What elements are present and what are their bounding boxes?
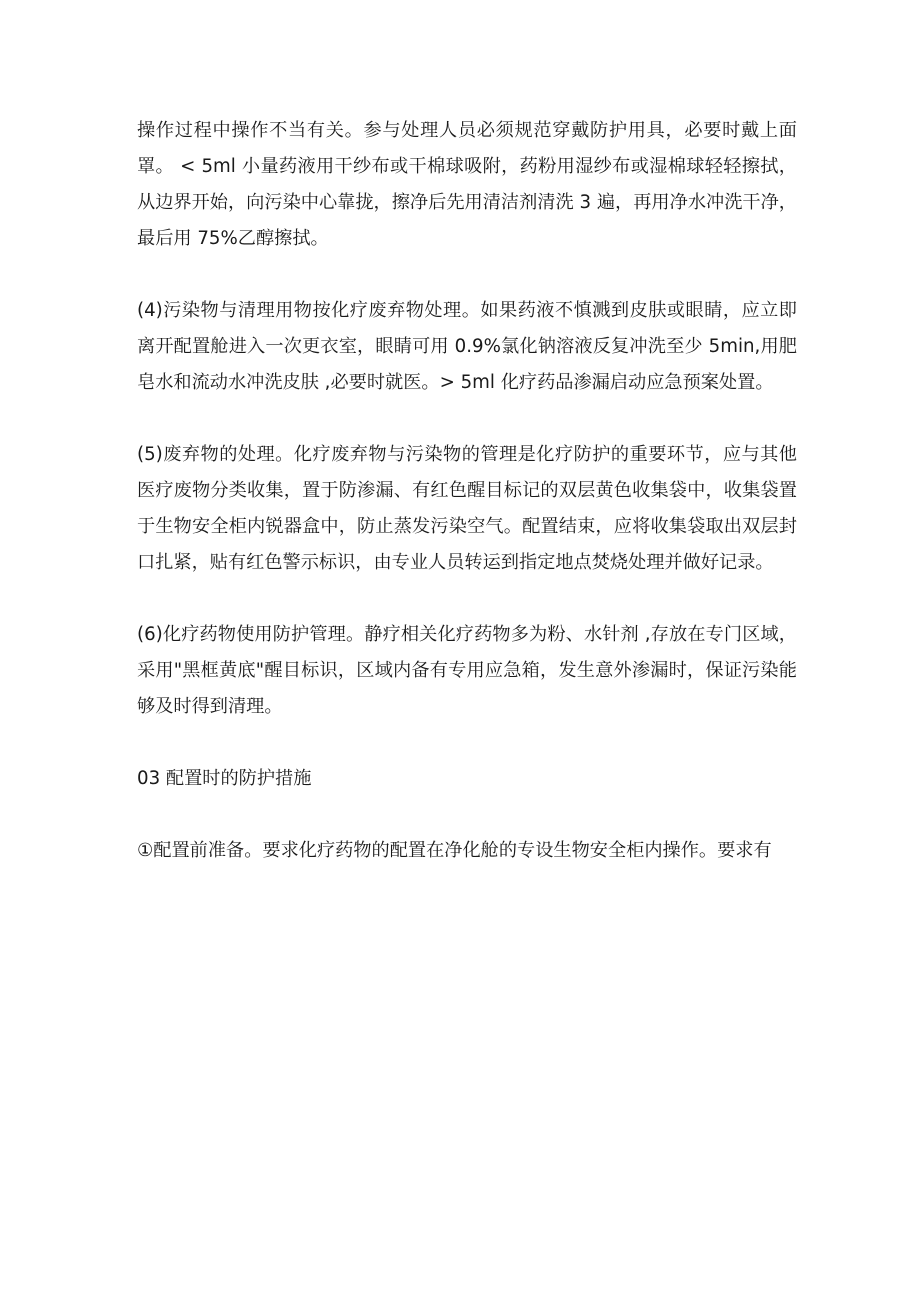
section-heading: 03 配置时的防护措施 — [137, 768, 312, 789]
paragraph-usage-protection: (6)化疗药物使用防护管理。静疗相关化疗药物多为粉、水针剂 ,存放在专门区域，采用"黑框黄底"醒目标识，区域内备有专用应急箱，发生意外渗漏时，保证污染能够及时得到清理。 — [137, 624, 797, 717]
document-body — [137, 113, 797, 905]
paragraph-waste-handling: (5)废弃物的处理。化疗废弃物与污染物的管理是化疗防护的重要环节，应与其他医疗废物分类收集，置于防渗漏、有红色醒目标记的双层黄色收集袋中，收集袋置于生物安全柜内锐器盒中，防止蒸发污染空气。配置结束，应将收集袋取出双层封口扎紧，贴有红色警示标识，由专业人员转运到指定地点焚烧处理并做好记录。 — [137, 444, 797, 573]
paragraph-contaminant-disposal: (4)污染物与清理用物按化疗废弃物处理。如果药液不慎溅到皮肤或眼睛，应立即离开配置舱进入一次更衣室，眼睛可用 0.9%氯化钠溶液反复冲洗至少 5min,用肥皂水和流动水冲洗皮肤 ,必要时就医。> 5ml 化疗药品渗漏启动应急预案处置。 — [137, 300, 797, 393]
paragraph-spill-handling: 操作过程中操作不当有关。参与处理人员必须规范穿戴防护用具，必要时戴上面罩。 < 5ml 小量药液用干纱布或干棉球吸附，药粉用湿纱布或湿棉球轻轻擦拭，从边界开始，向污染中心靠拢，擦净后先用清洁剂清洗 3 遍，再用净水冲洗干净，最后用 75%乙醇擦拭。 — [137, 120, 797, 249]
paragraph-preparation: ①配置前准备。要求化疗药物的配置在净化舱的专设生物安全柜内操作。要求有 — [137, 840, 772, 861]
